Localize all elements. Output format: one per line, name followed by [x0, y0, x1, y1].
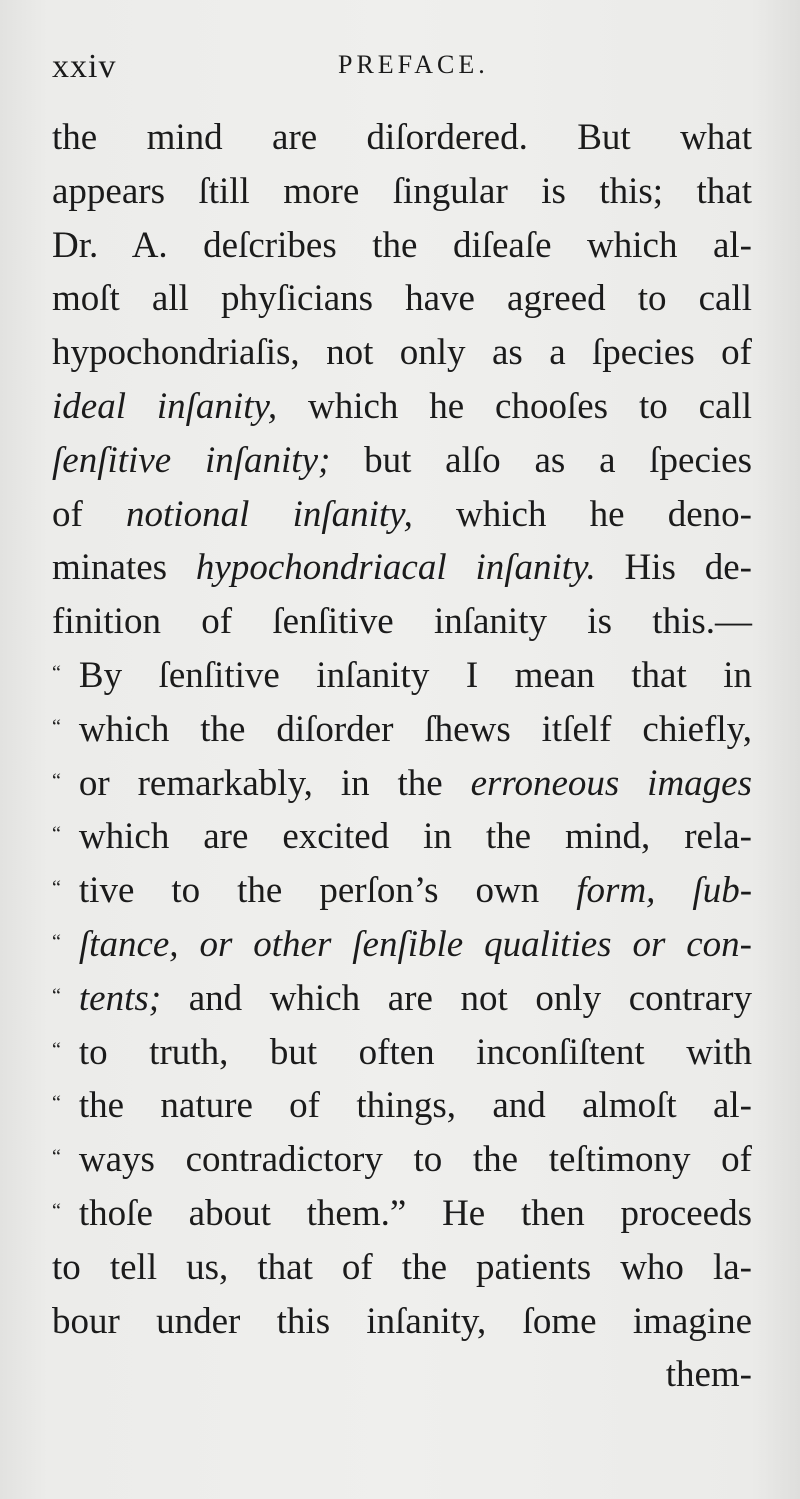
line-content	[79, 1187, 752, 1241]
line-text: His de-	[595, 547, 752, 589]
line-content	[79, 1133, 752, 1187]
line-content	[52, 1348, 752, 1402]
text-line	[52, 219, 752, 273]
line-text: thoſe about them.” He then proceeds	[78, 1192, 752, 1234]
line-text: minates	[52, 547, 196, 589]
text-line	[52, 326, 752, 380]
line-content	[52, 380, 752, 434]
line-text: to tell us, that of the patients who la-	[52, 1246, 752, 1288]
text-line	[52, 972, 752, 1026]
quotation-mark: “	[52, 715, 61, 738]
line-content	[79, 649, 752, 703]
line-text: tive to the perſon’s own	[78, 870, 577, 912]
page-number: xxiv	[52, 48, 117, 85]
line-content	[52, 488, 752, 542]
line-text: the mind are diſordered. But what	[52, 117, 752, 158]
italic-text: hypochondriacal inſanity.	[195, 547, 596, 589]
line-content	[52, 541, 752, 595]
running-head	[0, 40, 800, 90]
quotation-mark: “	[52, 1092, 61, 1115]
line-content	[52, 272, 752, 326]
text-line	[52, 272, 752, 326]
italic-text: ſenſitive inſanity;	[52, 439, 331, 481]
line-content	[79, 1026, 752, 1080]
italic-text: ſtance, or other ſenſible qualities or con-	[78, 923, 752, 965]
text-line	[52, 1348, 752, 1402]
line-text: which he chooſes to call	[277, 385, 752, 427]
line-content	[79, 703, 752, 757]
line-content	[52, 165, 752, 219]
text-line	[52, 1187, 752, 1241]
line-text: Dr. A. deſcribes the diſeaſe which al-	[52, 224, 752, 266]
text-line	[52, 380, 752, 434]
quotation-mark: “	[52, 877, 61, 900]
line-content	[52, 434, 752, 488]
text-line	[52, 595, 752, 649]
italic-text: tents;	[78, 977, 162, 1019]
line-text: to truth, but often inconſiſtent with	[78, 1031, 752, 1073]
body-text	[52, 111, 752, 1402]
line-text: of	[52, 493, 127, 535]
line-text: or remarkably, in the	[78, 762, 471, 804]
text-line	[52, 703, 752, 757]
italic-text: form, ſub-	[576, 870, 753, 912]
line-text: them-	[665, 1354, 752, 1396]
line-content	[52, 111, 752, 165]
text-line	[52, 649, 752, 703]
line-text: hypochondriaſis, not only as a ſpecies of	[52, 332, 752, 374]
line-content	[52, 595, 752, 649]
line-text: but alſo as a ſpecies	[330, 439, 753, 481]
text-line	[52, 1133, 752, 1187]
italic-text: notional inſanity,	[126, 493, 413, 535]
text-line	[52, 434, 752, 488]
italic-text: erroneous images	[470, 762, 752, 804]
text-line	[52, 1241, 752, 1295]
line-text: the nature of things, and almoſt al-	[78, 1085, 752, 1127]
line-text: which he deno-	[412, 493, 753, 535]
text-line	[52, 1079, 752, 1133]
line-content	[52, 1295, 752, 1349]
running-title: PREFACE.	[338, 50, 489, 79]
line-content	[79, 1079, 752, 1133]
line-text: appears ſtill more ſingular is this; that	[52, 170, 752, 212]
line-content	[79, 972, 752, 1026]
text-line	[52, 541, 752, 595]
text-line	[52, 1026, 752, 1080]
line-content	[79, 810, 752, 864]
line-content	[79, 864, 752, 918]
quotation-mark: “	[52, 984, 61, 1007]
quotation-mark: “	[52, 769, 61, 792]
line-text: finition of ſenſitive inſanity is this.—	[52, 601, 752, 643]
line-content	[79, 757, 752, 811]
line-text: which are excited in the mind, rela-	[78, 816, 752, 858]
line-content	[52, 219, 752, 273]
text-line	[52, 918, 752, 972]
quotation-mark: “	[52, 823, 61, 846]
text-line	[52, 757, 752, 811]
line-content	[52, 326, 752, 380]
text-line	[52, 111, 752, 165]
line-text: which the diſorder ſhews itſelf chiefly,	[78, 708, 752, 750]
text-line	[52, 165, 752, 219]
quotation-mark: “	[52, 1038, 61, 1061]
italic-text: ideal inſanity,	[52, 385, 278, 427]
quotation-mark: “	[52, 1199, 61, 1222]
quotation-mark: “	[52, 1146, 61, 1169]
line-text: bour under this inſanity, ſome imagine	[52, 1300, 752, 1342]
line-text: moſt all phyſicians have agreed to call	[52, 278, 752, 320]
text-line	[52, 488, 752, 542]
line-content	[52, 1241, 752, 1295]
line-text: ways contradictory to the teſtimony of	[78, 1139, 752, 1181]
line-content	[79, 918, 752, 972]
line-text: and which are not only contrary	[161, 977, 752, 1019]
text-line	[52, 810, 752, 864]
text-line	[52, 864, 752, 918]
quotation-mark: “	[52, 661, 61, 684]
quotation-mark: “	[52, 930, 61, 953]
text-line	[52, 1295, 752, 1349]
line-text: By ſenſitive inſanity I mean that in	[78, 654, 752, 696]
